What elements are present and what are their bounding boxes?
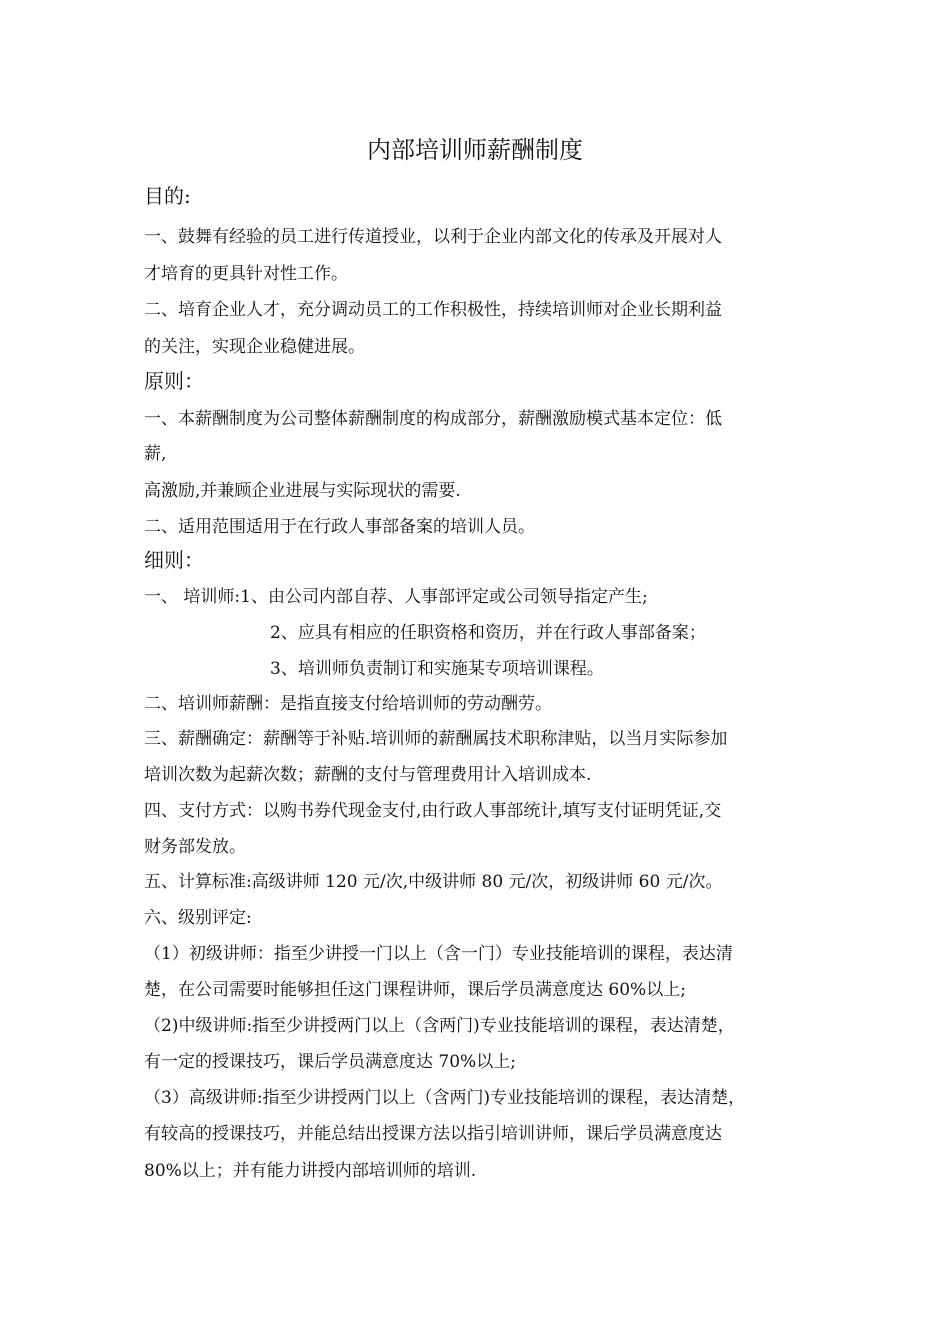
paragraph-line-indented: 3、培训师负责制订和实施某专项培训课程。 xyxy=(270,659,604,679)
paragraph-line: 一、 培训师:1、由公司内部自荐、人事部评定或公司领导指定产生; xyxy=(144,587,648,607)
paragraph-line: 80%以上；并有能力讲授内部培训师的培训. xyxy=(144,1161,477,1181)
paragraph-line: 二、培育企业人才，充分调动员工的工作积极性，持续培训师对企业长期利益 xyxy=(144,300,722,320)
paragraph-line: 一、本薪酬制度为公司整体薪酬制度的构成部分，薪酬激励模式基本定位：低 xyxy=(144,409,722,429)
section-heading-purpose: 目的: xyxy=(144,184,191,208)
section-heading-rules: 细则： xyxy=(144,548,204,572)
document-title: 内部培训师薪酬制度 xyxy=(367,136,583,164)
paragraph-line-indented: 2、应具有相应的任职资格和资历，并在行政人事部备案； xyxy=(270,623,706,643)
paragraph-line: 薪, xyxy=(144,444,167,464)
section-heading-principles: 原则： xyxy=(144,369,204,393)
paragraph-line: 五、计算标准:高级讲师 120 元/次,中级讲师 80 元/次，初级讲师 60 元/次。 xyxy=(144,872,723,892)
paragraph-line: （1）初级讲师：指至少讲授一门以上（含一门）专业技能培训的课程，表达清 xyxy=(144,944,733,964)
paragraph-line: （2)中级讲师:指至少讲授两门以上（含两门)专业技能培训的课程，表达清楚， xyxy=(144,1016,735,1036)
paragraph-line: 六、级别评定: xyxy=(144,908,252,928)
paragraph-line: 有一定的授课技巧，课后学员满意度达 70%以上; xyxy=(144,1052,516,1072)
paragraph-line: 财务部发放。 xyxy=(144,837,246,857)
paragraph-line: 有较高的授课技巧，并能总结出授课方法以指引培训讲师，课后学员满意度达 xyxy=(144,1124,722,1144)
paragraph-line: 二、培训师薪酬：是指直接支付给培训师的劳动酬劳。 xyxy=(144,694,552,714)
paragraph-line: 三、薪酬确定：薪酬等于补贴.培训师的薪酬属技术职称津贴，以当月实际参加 xyxy=(144,729,728,749)
paragraph-line: （3）高级讲师:指至少讲授两门以上（含两门)专业技能培训的课程，表达清楚， xyxy=(144,1088,746,1108)
paragraph-line: 才培育的更具针对性工作。 xyxy=(144,264,348,284)
paragraph-line: 一、鼓舞有经验的员工进行传道授业，以利于企业内部文化的传承及开展对人 xyxy=(144,227,722,247)
paragraph-line: 高激励,并兼顾企业进展与实际现状的需要. xyxy=(144,481,461,501)
paragraph-line: 培训次数为起薪次数；薪酬的支付与管理费用计入培训成本. xyxy=(144,765,592,785)
paragraph-line: 的关注，实现企业稳健进展。 xyxy=(144,337,365,357)
paragraph-line: 楚，在公司需要时能够担任这门课程讲师，课后学员满意度达 60%以上; xyxy=(144,980,686,1000)
paragraph-line: 二、适用范围适用于在行政人事部备案的培训人员。 xyxy=(144,517,535,537)
paragraph-line: 四、支付方式：以购书券代现金支付,由行政人事部统计,填写支付证明凭证,交 xyxy=(144,801,722,821)
